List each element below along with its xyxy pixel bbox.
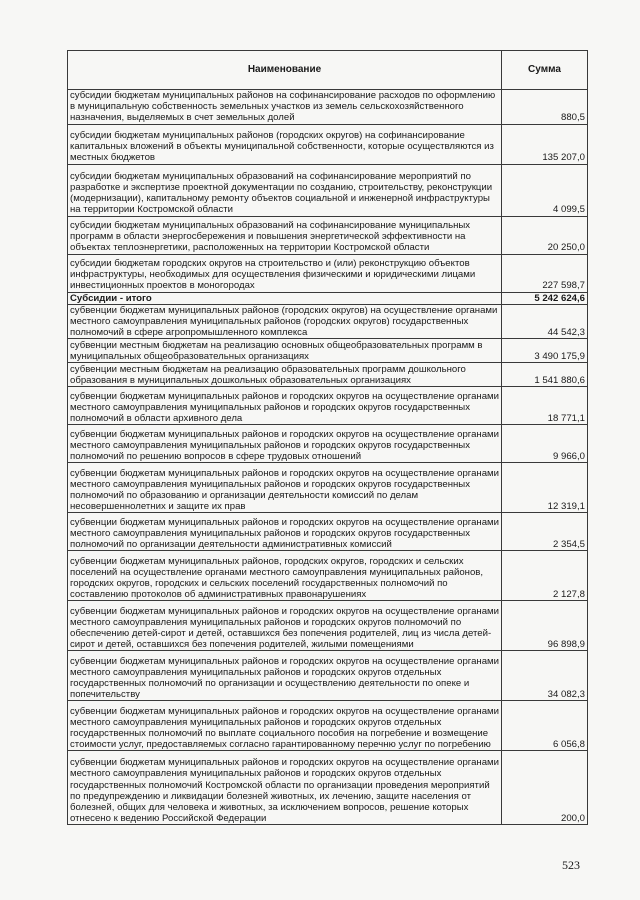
row-name: субвенции бюджетам муниципальных районов и городских округов на осуществление органами местного самоуправления муниципальных районов и городских округов государственных полномочий в области архивного дела [68, 387, 502, 425]
table-row [68, 124, 588, 164]
header-sum: Сумма [502, 51, 588, 90]
row-sum: 200,0 [502, 751, 588, 825]
row-sum: 9 966,0 [502, 425, 588, 463]
row-name: субсидии бюджетам городских округов на строительство и (или) реконструкцию объектов инфраструктуры, необходимых для осуществления физическими и юридическими лицами инвестиционных проектов в моногородах [68, 254, 502, 292]
row-name: субвенции бюджетам муниципальных районов и городских округов на осуществление органами местного самоуправления муниципальных районов и городских округов государственных полномочий по решению вопросов в сфере трудовых отношений [68, 425, 502, 463]
row-name: субсидии бюджетам муниципальных образований на софинансирование муниципальных программ в области энергосбережения и повышения энергетической эффективности на объектах теплоэнергетики, расположенных на территории Костромской области [68, 216, 502, 254]
row-sum: 880,5 [502, 90, 588, 125]
row-sum: 20 250,0 [502, 216, 588, 254]
table-total-row [68, 292, 588, 304]
budget-table [67, 50, 588, 825]
row-name: субвенции бюджетам муниципальных районов и городских округов на осуществление органами местного самоуправления муниципальных районов и городских округов государственных полномочий по образованию и организации деятельности комиссий по делам несовершеннолетних и защите их прав [68, 463, 502, 513]
row-name: субвенции бюджетам муниципальных районов и городских округов на осуществление органами местного самоуправления муниципальных районов и городских округов полномочий по обеспечению детей-сирот и детей, оставшихся без попечения родителей, лиц из числа детей-сирот и детей, оставшихся без попечения родителей, жилыми помещениями [68, 601, 502, 651]
row-name: субвенции бюджетам муниципальных районов и городских округов на осуществление органами местного самоуправления муниципальных районов и городских округов государственных полномочий по организации деятельности административных комиссий [68, 513, 502, 551]
row-sum: 135 207,0 [502, 124, 588, 164]
table-row [68, 551, 588, 601]
row-name: субсидии бюджетам муниципальных образований на софинансирование мероприятий по разработке и экспертизе проектной документации по созданию, строительству, реконструкции (модернизации), капитальному ремонту объектов социальной и инженерной инфраструктуры на территории Костромской области [68, 164, 502, 216]
table-row [68, 463, 588, 513]
row-sum: 18 771,1 [502, 387, 588, 425]
row-name: субсидии бюджетам муниципальных районов (городских округов) на софинансирование капитальных вложений в объекты муниципальной собственности, которые осуществляются из местных бюджетов [68, 124, 502, 164]
table-row [68, 216, 588, 254]
table-row [68, 90, 588, 125]
table-row [68, 254, 588, 292]
row-name: субвенции бюджетам муниципальных районов и городских округов на осуществление органами местного самоуправления муниципальных районов и городских округов отдельных государственных полномочий по организации и осуществлению деятельности по опеке и попечительству [68, 651, 502, 701]
row-name: субвенции бюджетам муниципальных районов, городских округов, городских и сельских поселений на осуществление органами местного самоуправления муниципальных районов, городских округов, городских и сельских поселений государственных полномочий по составлению протоколов об административных правонарушениях [68, 551, 502, 601]
table-header-row [68, 51, 588, 90]
row-sum: 2 354,5 [502, 513, 588, 551]
table-row [68, 304, 588, 339]
row-sum: 12 319,1 [502, 463, 588, 513]
row-sum: 4 099,5 [502, 164, 588, 216]
row-name: субвенции местным бюджетам на реализацию основных общеобразовательных программ в муниципальных общеобразовательных организациях [68, 339, 502, 363]
row-name: субвенции бюджетам муниципальных районов и городских округов на осуществление органами местного самоуправления муниципальных районов и городских округов отдельных государственных полномочий по выплате социального пособия на погребение и возмещение стоимости услуг, предоставляемых согласно гарантированному перечню услуг по погребению [68, 701, 502, 751]
row-name: субсидии бюджетам муниципальных районов на софинансирование расходов по оформлению в муниципальную собственность земельных участков из земель сельскохозяйственного назначения, выделяемых в счет земельных долей [68, 90, 502, 125]
table-row [68, 425, 588, 463]
header-name: Наименование [68, 51, 502, 90]
row-name: субвенции бюджетам муниципальных районов и городских округов на осуществление органами местного самоуправления муниципальных районов и городских округов отдельных государственных полномочий Костромской области по организации проведения мероприятий по предупреждению и ликвидации болезней животных, их лечению, защите населения от болезней, общих для человека и животных, за исключением вопросов, решение которых отнесено к ведению Российской Федерации [68, 751, 502, 825]
table-row [68, 363, 588, 387]
row-sum: 44 542,3 [502, 304, 588, 339]
table-row [68, 339, 588, 363]
table-row [68, 513, 588, 551]
row-name: Субсидии - итого [68, 292, 502, 304]
row-sum: 1 541 880,6 [502, 363, 588, 387]
table-row [68, 651, 588, 701]
row-sum: 3 490 175,9 [502, 339, 588, 363]
row-sum: 96 898,9 [502, 601, 588, 651]
row-name: субвенции бюджетам муниципальных районов (городских округов) на осуществление органами местного самоуправления муниципальных районов (городских округов) государственных полномочий в сфере агропромышленного комплекса [68, 304, 502, 339]
row-name: субвенции местным бюджетам на реализацию образовательных программ дошкольного образования в муниципальных дошкольных образовательных организациях [68, 363, 502, 387]
table-body [68, 90, 588, 825]
table-row [68, 164, 588, 216]
page-number: 523 [562, 858, 580, 872]
row-sum: 2 127,8 [502, 551, 588, 601]
table-row [68, 751, 588, 825]
row-sum: 5 242 624,6 [502, 292, 588, 304]
row-sum: 34 082,3 [502, 651, 588, 701]
table-row [68, 387, 588, 425]
table-row [68, 701, 588, 751]
row-sum: 227 598,7 [502, 254, 588, 292]
table-row [68, 601, 588, 651]
row-sum: 6 056,8 [502, 701, 588, 751]
